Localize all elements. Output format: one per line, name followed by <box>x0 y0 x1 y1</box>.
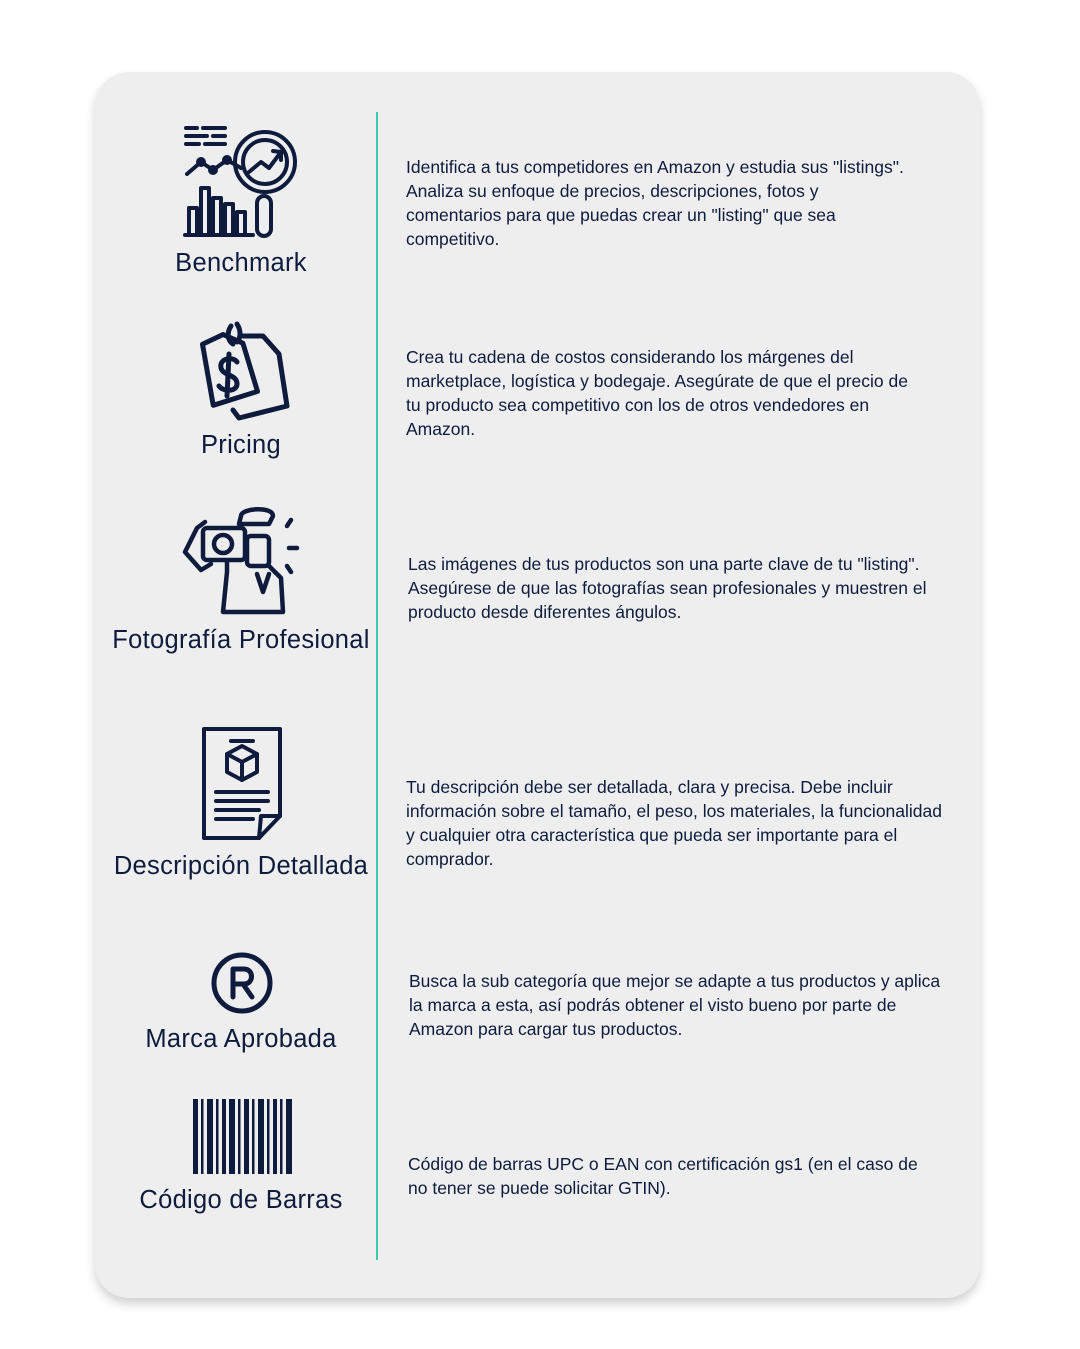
photographer-camera-icon <box>183 506 301 616</box>
fotografia-description: Las imágenes de tus productos son una parte clave de tu "listing". Asegúrese de que las fotografías sean profesionales y muestren el producto desde diferentes ángulos. <box>408 554 927 622</box>
vertical-divider <box>376 112 378 1260</box>
price-tag-dollar-icon <box>193 322 291 420</box>
marca-description: Busca la sub categoría que mejor se adapte a tus productos y aplica la marca a esta, así podrás obtener el visto bueno por parte de Amazon para cargar tus productos. <box>409 971 941 1039</box>
product-document-icon <box>201 726 283 842</box>
pricing-title: Pricing <box>200 431 282 459</box>
descripcion-description: Tu descripción debe ser detallada, clara y precisa. Debe incluir información sobre el tamaño, el peso, los materiales, la funcionalidad y cualquier otra característica que pueda ser importante para el comprador. <box>406 777 942 869</box>
benchmark-title: Benchmark <box>175 249 307 277</box>
fotografia-title: Fotografía Profesional <box>112 626 370 654</box>
barcode-icon <box>192 1099 294 1175</box>
benchmark-description: Identifica a tus competidores en Amazon y estudia sus "listings". Analiza su enfoque de precios, descripciones, fotos y comentarios para que puedas crear un "listing" que sea competitivo. <box>406 157 904 249</box>
benchmark-chart-magnifier-icon <box>183 124 301 238</box>
pricing-description: Crea tu cadena de costos considerando los márgenes del marketplace, logística y bodegaje. Asegúrate de que el precio de tu producto sea competitivo con los de otros vendedores en Amazon. <box>406 347 908 439</box>
descripcion-title: Descripción Detallada <box>113 852 369 880</box>
codigo-title: Código de Barras <box>139 1186 343 1214</box>
marca-title: Marca Aprobada <box>145 1025 337 1053</box>
registered-trademark-icon <box>210 951 274 1015</box>
codigo-description: Código de barras UPC o EAN con certificación gs1 (en el caso de no tener se puede solicitar GTIN). <box>408 1154 918 1198</box>
